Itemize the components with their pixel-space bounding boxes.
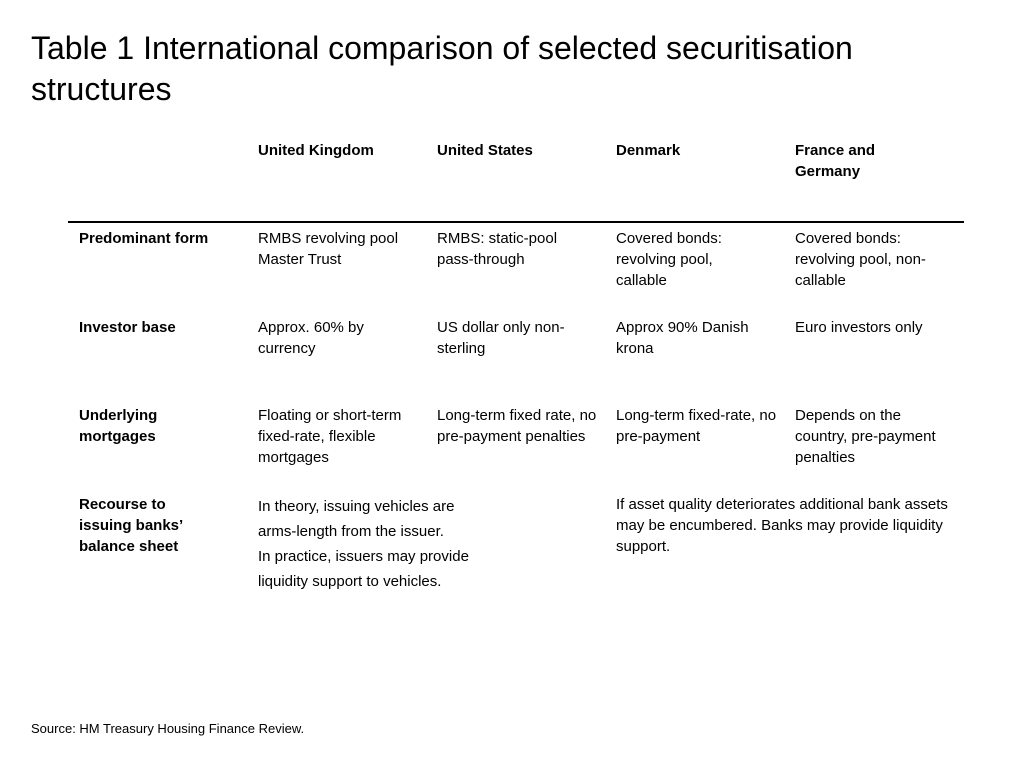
- table-cell: Depends on the country, pre-payment penalties: [795, 407, 936, 466]
- column-header-united-kingdom: United Kingdom: [258, 142, 374, 159]
- row-label-underlying-mortgages: Underlying mortgages: [79, 407, 158, 445]
- header-divider: [68, 221, 964, 223]
- table-cell: Approx 90% Danish krona: [616, 319, 749, 357]
- table-cell: Long-term fixed-rate, no pre-payment: [616, 407, 777, 445]
- recourse-denmark-france-germany-cell: If asset quality deteriorates additional bank assets may be encumbered. Banks may provide liquidity support.: [616, 496, 948, 555]
- table-cell: Long-term fixed rate, no pre-payment penalties: [437, 407, 597, 445]
- table-cell: Floating or short-term fixed-rate, flexible mortgages: [258, 407, 402, 466]
- table-cell: US dollar only non-sterling: [437, 319, 565, 357]
- recourse-uk-us-cell: [258, 494, 588, 594]
- row-label-predominant-form: Predominant form: [79, 230, 209, 247]
- table-cell: RMBS: static-pool pass-through: [437, 230, 558, 268]
- source-note: Source: HM Treasury Housing Finance Review.: [31, 721, 305, 736]
- table-cell: Approx. 60% by currency: [258, 319, 364, 357]
- table-cell: Covered bonds: revolving pool, non-callable: [795, 230, 926, 289]
- recourse-line: liquidity support to vehicles.: [258, 573, 442, 590]
- table-cell: Euro investors only: [795, 319, 923, 336]
- recourse-line: arms-length from the issuer.: [258, 523, 444, 540]
- column-header-united-states: United States: [437, 142, 533, 159]
- row-label-recourse: Recourse to issuing banks’ balance sheet: [79, 496, 183, 555]
- table-cell: RMBS revolving pool Master Trust: [258, 230, 399, 268]
- recourse-line: In practice, issuers may provide: [258, 548, 469, 565]
- recourse-line: In theory, issuing vehicles are: [258, 498, 455, 515]
- row-label-investor-base: Investor base: [79, 319, 176, 336]
- page-title: Table 1 International comparison of selected securitisation structures: [31, 30, 853, 107]
- column-header-denmark: Denmark: [616, 142, 681, 159]
- column-header-france-germany: France and Germany: [795, 142, 876, 180]
- table-cell: Covered bonds: revolving pool, callable: [616, 230, 722, 289]
